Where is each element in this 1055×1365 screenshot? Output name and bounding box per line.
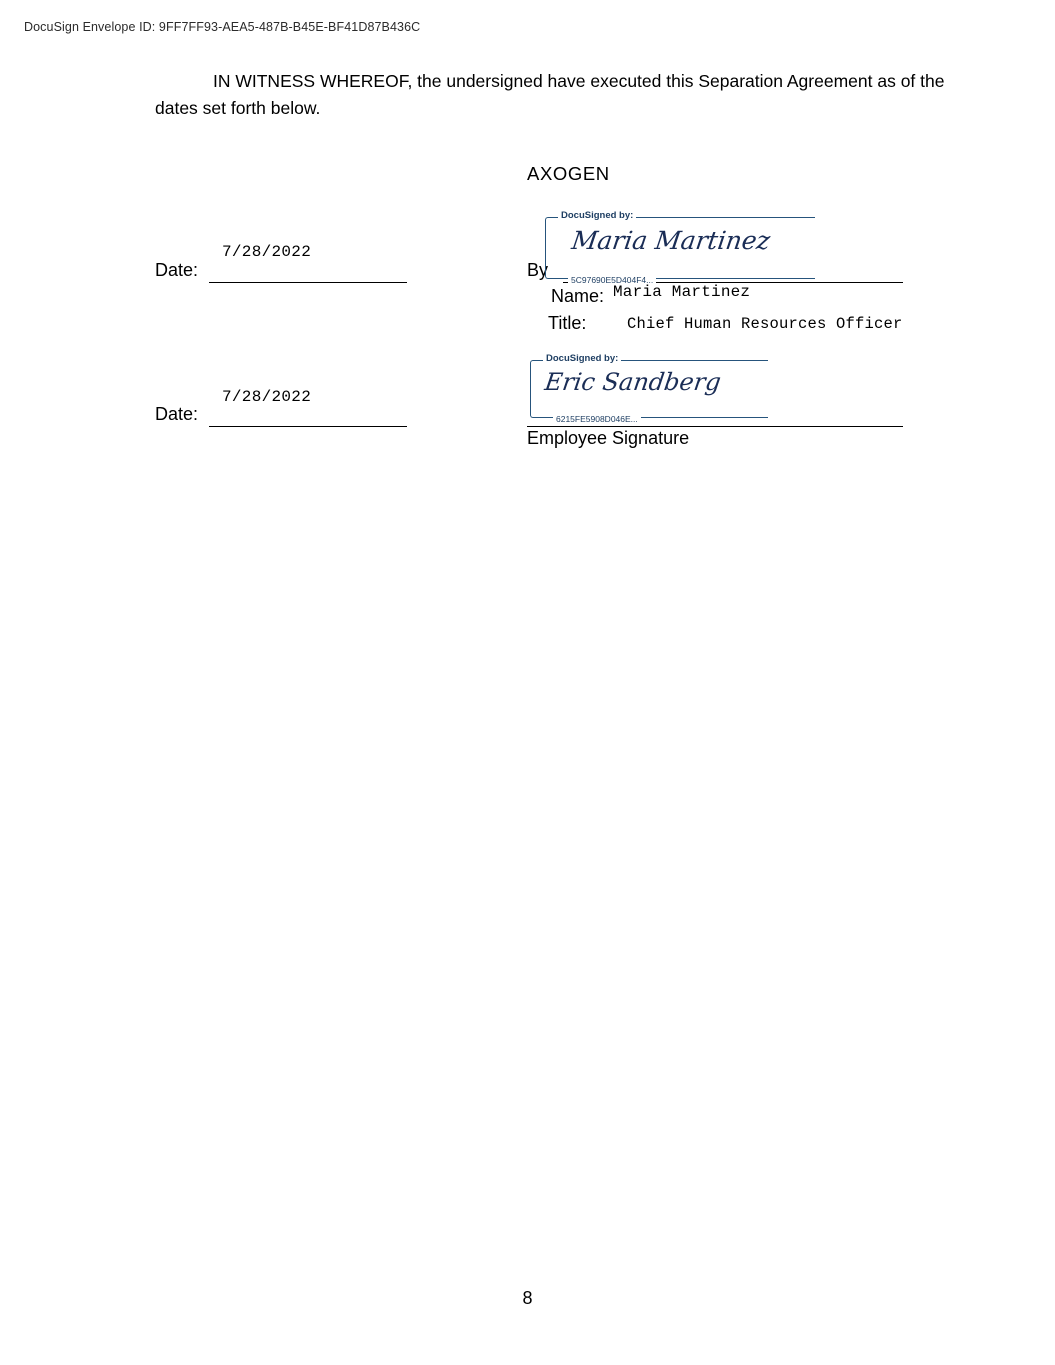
company-name-label: Name:: [551, 286, 605, 306]
company-title-label: Title:: [548, 313, 587, 333]
page-number: 8: [522, 1288, 533, 1308]
employee-date-label: Date:: [155, 404, 199, 424]
company-name-value: Maria Martinez: [613, 283, 751, 301]
company-name: AXOGEN: [527, 163, 610, 184]
company-date-label: Date:: [155, 260, 199, 280]
employee-date-rule: [209, 426, 407, 427]
docusign-stamp-guid: 6215FE5908D046E...: [553, 414, 641, 424]
signature-image-company: Maria Martinez: [569, 226, 772, 255]
docusign-stamp-guid: 5C97690E5D404F4...: [568, 275, 656, 285]
company-date-rule: [209, 282, 407, 283]
docusign-stamp-caption: DocuSigned by:: [543, 353, 621, 364]
docusign-signature-stamp-company: [545, 210, 815, 285]
company-by-label: By: [527, 260, 549, 280]
employee-signature-label: Employee Signature: [527, 428, 690, 448]
docusign-envelope-id: DocuSign Envelope ID: 9FF7FF93-AEA5-487B-B45E-BF41D87B436C: [24, 20, 421, 34]
signature-image-employee: Eric Sandberg: [543, 368, 723, 396]
company-title-value: Chief Human Resources Officer: [627, 315, 903, 333]
docusign-signature-stamp-employee: [530, 353, 768, 424]
docusign-stamp-caption: DocuSigned by:: [558, 210, 636, 221]
witness-paragraph: IN WITNESS WHEREOF, the undersigned have executed this Separation Agreement as of the dates set forth below.: [155, 71, 945, 118]
employee-date-value: 7/28/2022: [222, 388, 312, 406]
company-date-value: 7/28/2022: [222, 243, 312, 261]
employee-signature-rule: [527, 426, 903, 427]
